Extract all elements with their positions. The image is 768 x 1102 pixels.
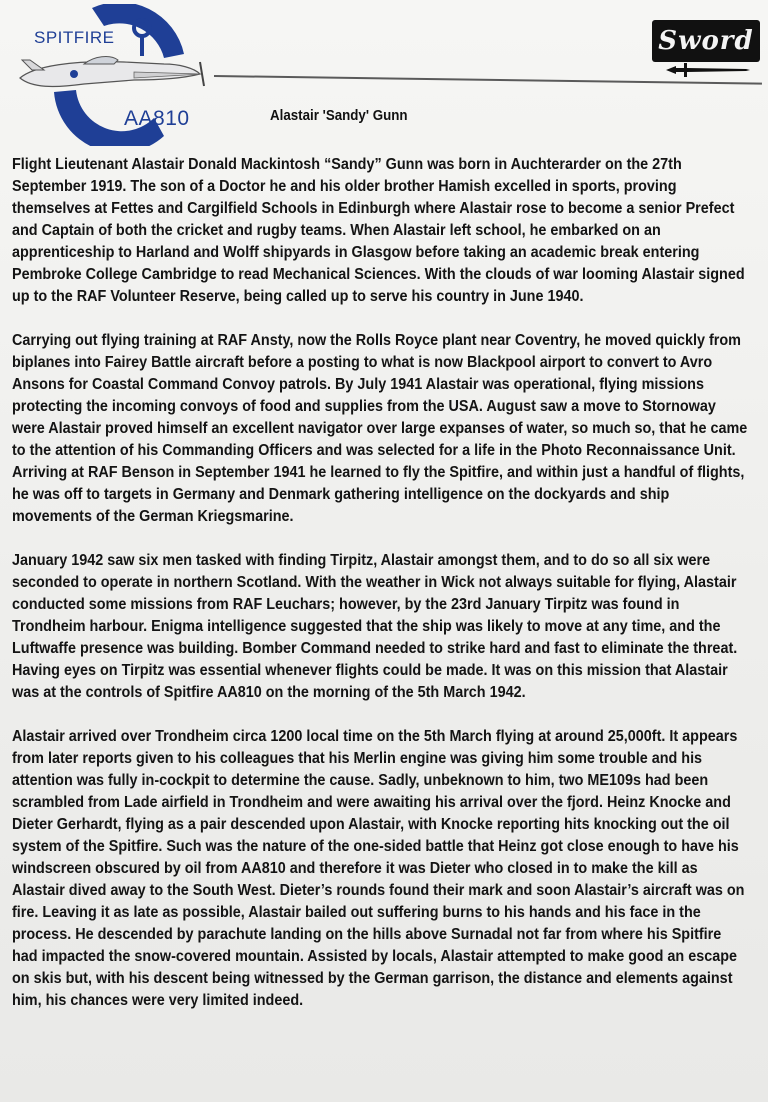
sword-icon <box>662 60 752 80</box>
article-body <box>12 154 751 1034</box>
paragraph-tirpitz: January 1942 saw six men tasked with finding Tirpitz, Alastair amongst them, and to do so all six were seconded to operate in northern Scotland. With the weather in Wick not always suitable for flying, Alastair conducted some missions from RAF Leuchars; however, by the 23rd January Tirpitz was found in Trondheim harbour. Enigma intelligence suggested that the ship was likely to move at any time, and the Luftwaffe presence was building. Bomber Command needed to strike hard and fast to eliminate the threat. Having eyes on Tirpitz was essential whenever flights could be made. It was on this mission that Alastair was at the controls of Spitfire AA810 on the morning of the 5th March 1942. <box>12 552 738 701</box>
logo-aa810-text: AA810 <box>124 107 190 130</box>
spitfire-aa810-logo <box>14 4 214 146</box>
page-title: Alastair 'Sandy' Gunn <box>270 108 408 124</box>
paragraph-final-mission: Alastair arrived over Trondheim circa 1200 local time on the 5th March flying at around 25,000ft. It appears from later reports given to his colleagues that his Merlin engine was giving him some trouble and his attention was fully in-cockpit to determine the cause. Sadly, unbeknown to him, two ME109s had been scrambled from Lade airfield in Trondheim and were awaiting his arrival over the fjord. Heinz Knocke and Dieter Gerhardt, flying as a pair descended upon Alastair, with Knocke reporting hits knocking out the oil system of the Spitfire. Such was the nature of the one-sided battle that Heinz got close enough to have his windscreen obscured by oil from AA810 and therefore it was Dieter who closed in to make the kill as Alastair dived away to the South West. Dieter’s rounds found their mark and soon Alastair’s aircraft was on fire. Leaving it as late as possible, Alastair bailed out suffering burns to his hands and his face in the process. He descended by parachute landing on the hills above Surnadal not far from where his Spitfire had impacted the snow-covered mountain. Assisted by locals, Alastair attempted to make good an escape on skis but, with his descent being witnessed by the German garrison, the distance and elements against him, his chances were very limited indeed. <box>12 728 745 1009</box>
paragraph-early-life: Flight Lieutenant Alastair Donald Mackintosh “Sandy” Gunn was born in Auchterarder on the 27th September 1919. The son of a Doctor he and his older brother Hamish excelled in sports, proving themselves at Fettes and Cargilfield Schools in Edinburgh where Alastair rose to become a senior Prefect and Captain of both the cricket and rugby teams. When Alastair left school, he embarked on an apprenticeship to Harland and Wolff shipyards in Glasgow before taking an academic break entering Pembroke College Cambridge to read Mechanical Sciences. With the clouds of war looming Alastair signed up to the RAF Volunteer Reserve, being called up to serve his country in June 1940. <box>12 156 745 305</box>
logo-spitfire-text: SPITFIRE <box>34 28 115 47</box>
paragraph-training: Carrying out flying training at RAF Ansty, now the Rolls Royce plant near Coventry, he moved quickly from biplanes into Fairey Battle aircraft before a posting to what is now Blackpool airport to convert to Avro Ansons for Coastal Command Convoy patrols. By July 1941 Alastair was operational, flying missions protecting the incoming convoys of food and supplies from the USA. August saw a move to Stornoway were Alastair proved himself an excellent navigator over large expanses of water, so much so, that he came to the attention of his Commanding Officers and was selected for a life in the Photo Reconnaissance Unit. Arriving at RAF Benson in September 1941 he learned to fly the Spitfire, and within just a handful of flights, he was off to targets in Germany and Denmark gathering intelligence on the dockyards and ship movements of the German Kriegsmarine. <box>12 332 748 525</box>
sword-badge: Sword <box>652 20 760 62</box>
